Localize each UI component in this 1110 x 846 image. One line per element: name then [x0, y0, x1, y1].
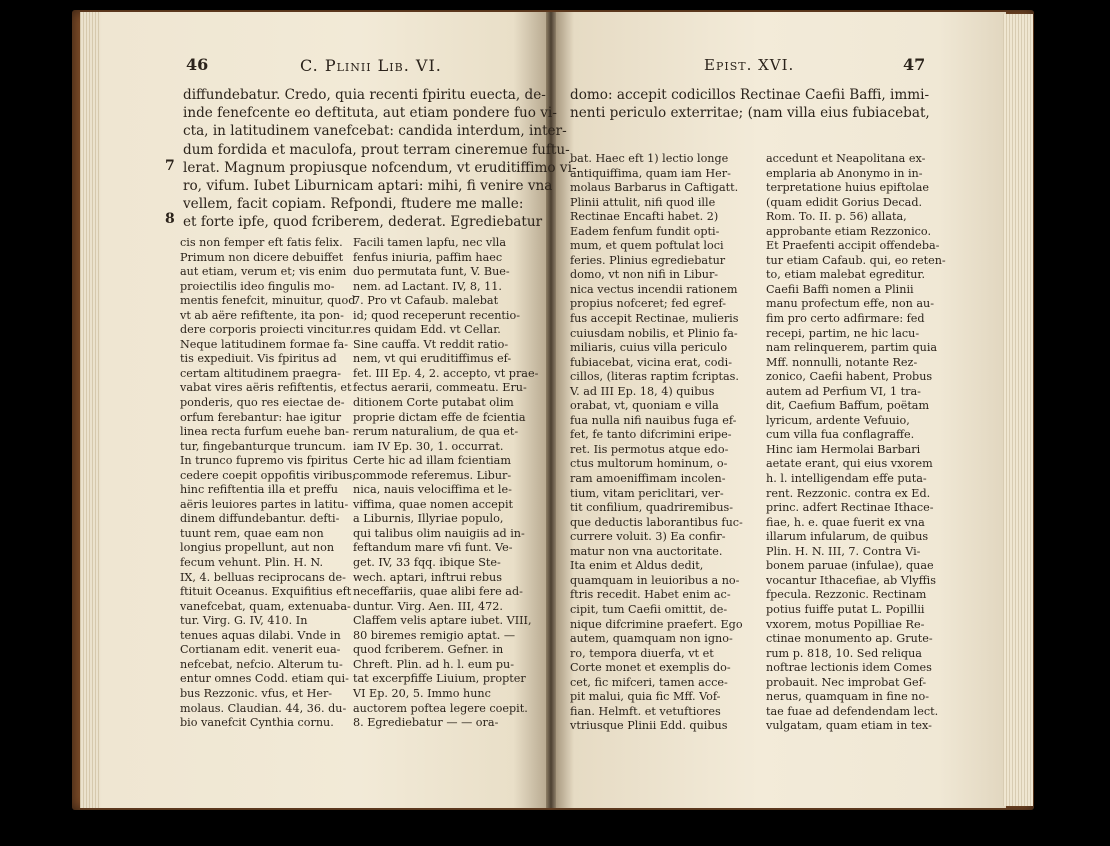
note-line: antiquiffima, quam iam Her-	[570, 166, 731, 180]
note-line: matur non vna auctoritate.	[570, 544, 723, 558]
note-line: vanefcebat, quam, extenuaba-	[180, 599, 351, 613]
note-line: tur. Virg. G. IV, 410. In	[180, 614, 308, 628]
note-line: aut etiam, verum et; vis enim	[180, 265, 347, 279]
note-line: neceffariis, quae alibi fere ad-	[353, 585, 523, 599]
note-line: iam IV Ep. 30, 1. occurrat.	[353, 439, 504, 453]
note-line: que deductis laborantibus fuc-	[570, 515, 743, 529]
note-line: ftituit Oceanus. Exquifitius eft	[180, 585, 352, 599]
note-line: cillos, (literas raptim fcriptas.	[570, 370, 739, 384]
note-line: ctinae monumento ap. Grute-	[766, 632, 933, 646]
note-line: duntur. Virg. Aen. III, 472.	[353, 599, 503, 613]
note-line: a Liburnis, Illyriae populo,	[353, 512, 504, 526]
note-line: linea recta furfum euehe ban-	[180, 425, 350, 439]
note-line: zonico, Caefii habent, Probus	[766, 370, 933, 384]
note-line: nique difcrimine praefert. Ego	[570, 617, 743, 631]
left-main-text	[183, 86, 577, 232]
note-line: ponderis, quo res eiectae de-	[180, 396, 345, 410]
note-line: id; quod receperunt recentio-	[353, 308, 520, 322]
note-line: Caefii Baffi nomen a Plinii	[766, 282, 914, 296]
note-line: wech. aptari, inftrui rebus	[353, 570, 502, 584]
note-line: rerum naturalium, de qua et-	[353, 425, 519, 439]
note-line: tur, fingebanturque truncum.	[180, 439, 346, 453]
note-line: Certe hic ad illam fcientiam	[353, 454, 511, 468]
note-line: vt ab aëre refiftente, ita pon-	[180, 308, 344, 322]
note-line: accedunt et Neapolitana ex-	[766, 152, 926, 165]
note-line: propius nofceret; fed egref-	[570, 297, 726, 311]
note-line: Neque latitudinem formae fa-	[180, 337, 348, 351]
note-line: tat excerpfiffe Liuium, propter	[353, 672, 526, 686]
right-notes-column-1	[570, 152, 743, 734]
margin-number-8: 8	[165, 211, 175, 227]
note-line: molaus. Claudian. 44, 36. du-	[180, 701, 347, 715]
note-line: get. IV, 33 fqq. ibique Ste-	[353, 556, 501, 570]
note-line: cis non femper eft fatis felix.	[180, 236, 343, 249]
note-line: cum villa fua conflagraffe.	[766, 428, 915, 442]
note-line: vxorem, motus Popilliae Re-	[766, 617, 925, 631]
note-line: vulgatam, quam etiam in tex-	[766, 719, 932, 733]
note-line: fet. III Ep. 4, 2. accepto, vt prae-	[353, 366, 539, 380]
note-line: mentis fenefcit, minuitur, quod	[180, 294, 356, 308]
note-line: tit confilium, quadriremibus-	[570, 501, 734, 515]
note-line: longius propellunt, aut non	[180, 541, 335, 555]
note-line: cet, fic mifceri, tamen acce-	[570, 675, 728, 689]
note-line: bonem paruae (infulae), quae	[766, 559, 934, 573]
note-line: tae fuae ad defendendam lect.	[766, 704, 939, 718]
note-line: fenfus iniuria, paffim haec	[353, 250, 503, 264]
note-line: feries. Plinius egrediebatur	[570, 253, 726, 267]
note-line: emplaria ab Anonymo in in-	[766, 166, 923, 180]
note-line: bus Rezzonic. vfus, et Her-	[180, 686, 333, 700]
note-line: res quidam Edd. vt Cellar.	[353, 323, 501, 337]
note-line: cipit, tum Caefii omittit, de-	[570, 602, 728, 616]
text-line: ro, vifum. Iubet Liburnicam aptari: mihi, fi venire vna	[183, 178, 553, 195]
text-line: inde fenefcente eo deftituta, aut etiam pondere fuo vi-	[183, 105, 557, 122]
note-line: probauit. Nec improbat Gef-	[766, 675, 927, 689]
note-line: Facili tamen lapfu, nec vlla	[353, 236, 507, 249]
note-line: noftrae lectionis idem Comes	[766, 661, 932, 675]
note-line: domo, vt non nifi in Libur-	[570, 268, 719, 282]
note-line: pit malui, quia fic Mff. Vof-	[570, 690, 721, 704]
note-line: terpretatione huius epiftolae	[766, 181, 930, 195]
note-line: fectus aerarii, commeatu. Eru-	[353, 381, 527, 395]
note-line: fubiacebat, vicina erat, codi-	[570, 355, 733, 369]
note-line: autem, quamquam non igno-	[570, 632, 733, 646]
left-page-number: 46	[186, 55, 209, 74]
note-line: fpecula. Rezzonic. Rectinam	[766, 588, 927, 602]
note-line: cedere coepit oppofitis viribus;	[180, 468, 356, 482]
right-main-text	[570, 86, 930, 122]
note-line: illarum infularum, de quibus	[766, 530, 929, 544]
text-line: vellem, facit copiam. Refpondi, ftudere me malle:	[183, 196, 524, 213]
note-line: dere corporis proiecti vincitur.	[180, 323, 354, 337]
note-line: vocantur Ithacefiae, ab Vlyffis	[766, 573, 936, 587]
note-line: recepi, partim, ne hic lacu-	[766, 326, 920, 340]
note-line: tium, vitam periclitari, ver-	[570, 486, 724, 500]
note-line: miliaris, cuius villa periculo	[570, 341, 728, 355]
note-line: rent. Rezzonic. contra ex Ed.	[766, 486, 931, 500]
note-line: 80 biremes remigio aptat. —	[353, 628, 516, 642]
note-line: fet, fe tanto difcrimini eripe-	[570, 428, 732, 442]
note-line: vtriusque Plinii Edd. quibus	[570, 719, 728, 733]
note-line: Mff. nonnulli, notante Rez-	[766, 355, 918, 369]
note-line: 8. Egrediebatur — — ora-	[353, 716, 499, 730]
note-line: autem ad Perfium VI, 1 tra-	[766, 384, 921, 398]
note-line: fian. Helmft. et vetuftiores	[570, 704, 721, 718]
note-line: feftandum mare vfi funt. Ve-	[353, 541, 513, 555]
note-line: (quam edidit Gorius Decad.	[766, 195, 923, 209]
note-line: nica, nauis velociffima et le-	[353, 483, 512, 497]
note-line: h. l. intelligendam effe puta-	[766, 472, 927, 486]
right-page-edge	[1003, 14, 1033, 806]
note-line: hinc refiftentia illa et preffu	[180, 483, 338, 497]
note-line: ditionem Corte putabat olim	[353, 396, 514, 410]
note-line: bat. Haec eft 1) lectio longe	[570, 152, 729, 165]
right-notes-column-2	[766, 152, 946, 734]
note-line: proprie dictam effe de fcientia	[353, 410, 526, 424]
note-line: proiectilis ideo fingulis mo-	[180, 279, 335, 293]
note-line: Claffem velis aptare iubet. VIII,	[353, 614, 532, 628]
note-line: Et Praefenti accipit offendeba-	[766, 239, 940, 253]
note-line: fus accepit Rectinae, mulieris	[570, 312, 739, 326]
note-line: currere voluit. 3) Ea confir-	[570, 530, 726, 544]
note-line: tenues aquas dilabi. Vnde in	[180, 628, 341, 642]
note-line: Ita enim et Aldus dedit,	[570, 559, 704, 573]
note-line: manu profectum effe, non au-	[766, 297, 935, 311]
text-line: diffundebatur. Credo, quia recenti fpiritu euecta, de-	[183, 87, 546, 103]
left-notes-column-2	[353, 236, 538, 731]
note-line: auctorem poftea legere coepit.	[353, 701, 528, 715]
note-line: tuunt rem, quae eam non	[180, 526, 324, 540]
note-line: ro, tempora diuerfa, vt et	[570, 646, 714, 660]
text-line: nenti periculo exterritae; (nam villa eius fubiacebat,	[570, 105, 930, 122]
text-line: lerat. Magnum propiusque nofcendum, vt eruditiffimo vi-	[183, 159, 577, 176]
left-notes-column-1	[180, 236, 356, 731]
note-line: In trunco fupremo vis fpiritus	[180, 454, 348, 468]
left-page-header: C. Plinii Lib. VI.	[300, 56, 442, 75]
note-line: Hinc iam Hermolai Barbari	[766, 442, 921, 456]
note-line: rum p. 818, 10. Sed reliqua	[766, 646, 922, 660]
note-line: Eadem fenfum fundit opti-	[570, 224, 720, 238]
note-line: princ. adfert Rectinae Ithace-	[766, 501, 934, 515]
note-line: qui talibus olim nauigiis ad in-	[353, 526, 525, 540]
note-line: molaus Barbarus in Caftigatt.	[570, 181, 739, 195]
note-line: tis expediuit. Vis fpiritus ad	[180, 352, 337, 366]
note-line: ret. Iis permotus atque edo-	[570, 442, 729, 456]
note-line: ftris recedit. Habet enim ac-	[570, 588, 731, 602]
note-line: cuiusdam nobilis, et Plinio fa-	[570, 326, 738, 340]
note-line: quamquam in leuioribus a no-	[570, 573, 740, 587]
text-line: cta, in latitudinem vanefcebat: candida interdum, inter-	[183, 123, 567, 140]
note-line: dinem diffundebantur. defti-	[180, 512, 340, 526]
note-line: Sine cauffa. Vt reddit ratio-	[353, 337, 509, 351]
note-line: fiae, h. e. quae fuerit ex vna	[766, 515, 925, 529]
margin-number-7: 7	[165, 158, 175, 174]
note-line: VI Ep. 20, 5. Immo hunc	[353, 686, 491, 700]
note-line: approbante etiam Rezzonico.	[766, 224, 932, 238]
note-line: orfum ferebantur: hae igitur	[180, 410, 342, 424]
note-line: mum, et quem poftulat loci	[570, 239, 724, 253]
note-line: orabat, vt, quoniam e villa	[570, 399, 719, 413]
note-line: dit, Caefium Baffum, poëtam	[766, 399, 930, 413]
note-line: IX, 4. belluas reciprocans de-	[180, 570, 346, 584]
note-line: fua nulla nifi nauibus fuga ef-	[570, 413, 737, 427]
note-line: certam altitudinem praegra-	[180, 366, 342, 380]
text-line: dum fordida et maculofa, prout terram cineremue fuftu-	[183, 141, 570, 158]
note-line: lyricum, ardente Vefuuio,	[766, 413, 910, 427]
note-line: 7. Pro vt Cafaub. malebat	[353, 294, 499, 308]
note-line: Rectinae Encafti habet. 2)	[570, 210, 719, 224]
note-line: nem. ad Lactant. IV, 8, 11.	[353, 279, 502, 293]
left-page-edge	[80, 12, 100, 808]
note-line: nem, vt qui eruditiffimus ef-	[353, 352, 512, 366]
note-line: viffima, quae nomen accepit	[353, 497, 514, 511]
note-line: potius fuiffe putat L. Popillii	[766, 602, 925, 616]
note-line: aëris leuiores partes in latitu-	[180, 497, 349, 511]
note-line: Rom. To. II. p. 56) allata,	[766, 210, 907, 224]
text-line: et forte ipfe, quod fcriberem, dederat. Egrediebatur	[183, 214, 543, 231]
note-line: fim pro certo adfirmare: fed	[766, 312, 925, 326]
note-line: aetate erant, qui eius vxorem	[766, 457, 933, 471]
note-line: Plinii attulit, nifi quod ille	[570, 195, 716, 209]
note-line: tur etiam Cafaub. qui, eo reten-	[766, 253, 946, 267]
note-line: duo permutata funt, V. Bue-	[353, 265, 510, 279]
note-line: Corte monet et exemplis do-	[570, 661, 731, 675]
note-line: commode referemus. Libur-	[353, 468, 512, 482]
note-line: Primum non dicere debuiffet	[180, 250, 344, 264]
note-line: quod fcriberem. Gefner. in	[353, 643, 504, 657]
note-line: nerus, quamquam in fine no-	[766, 690, 929, 704]
note-line: nam relinquerem, partim quia	[766, 341, 938, 355]
note-line: fecum vehunt. Plin. H. N.	[180, 556, 324, 570]
note-line: nica vectus incendii rationem	[570, 282, 738, 296]
text-line: domo: accepit codicillos Rectinae Caefii Baffi, immi-	[570, 87, 930, 103]
note-line: ctus multorum hominum, o-	[570, 457, 728, 471]
note-line: Chreft. Plin. ad h. l. eum pu-	[353, 657, 515, 671]
note-line: vabat vires aëris refiftentis, et	[180, 381, 352, 395]
note-line: bio vanefcit Cynthia cornu.	[180, 716, 334, 730]
right-page-number: 47	[903, 55, 926, 74]
note-line: entur omnes Codd. etiam qui-	[180, 672, 349, 686]
note-line: to, etiam malebat egreditur.	[766, 268, 926, 282]
note-line: Cortianam edit. venerit eua-	[180, 643, 341, 657]
note-line: Plin. H. N. III, 7. Contra Vi-	[766, 544, 921, 558]
note-line: ram amoeniffimam incolen-	[570, 472, 726, 486]
right-page-header: Epist. XVI.	[704, 56, 795, 74]
note-line: V. ad III Ep. 18, 4) quibus	[570, 384, 715, 398]
note-line: nefcebat, nefcio. Alterum tu-	[180, 657, 343, 671]
